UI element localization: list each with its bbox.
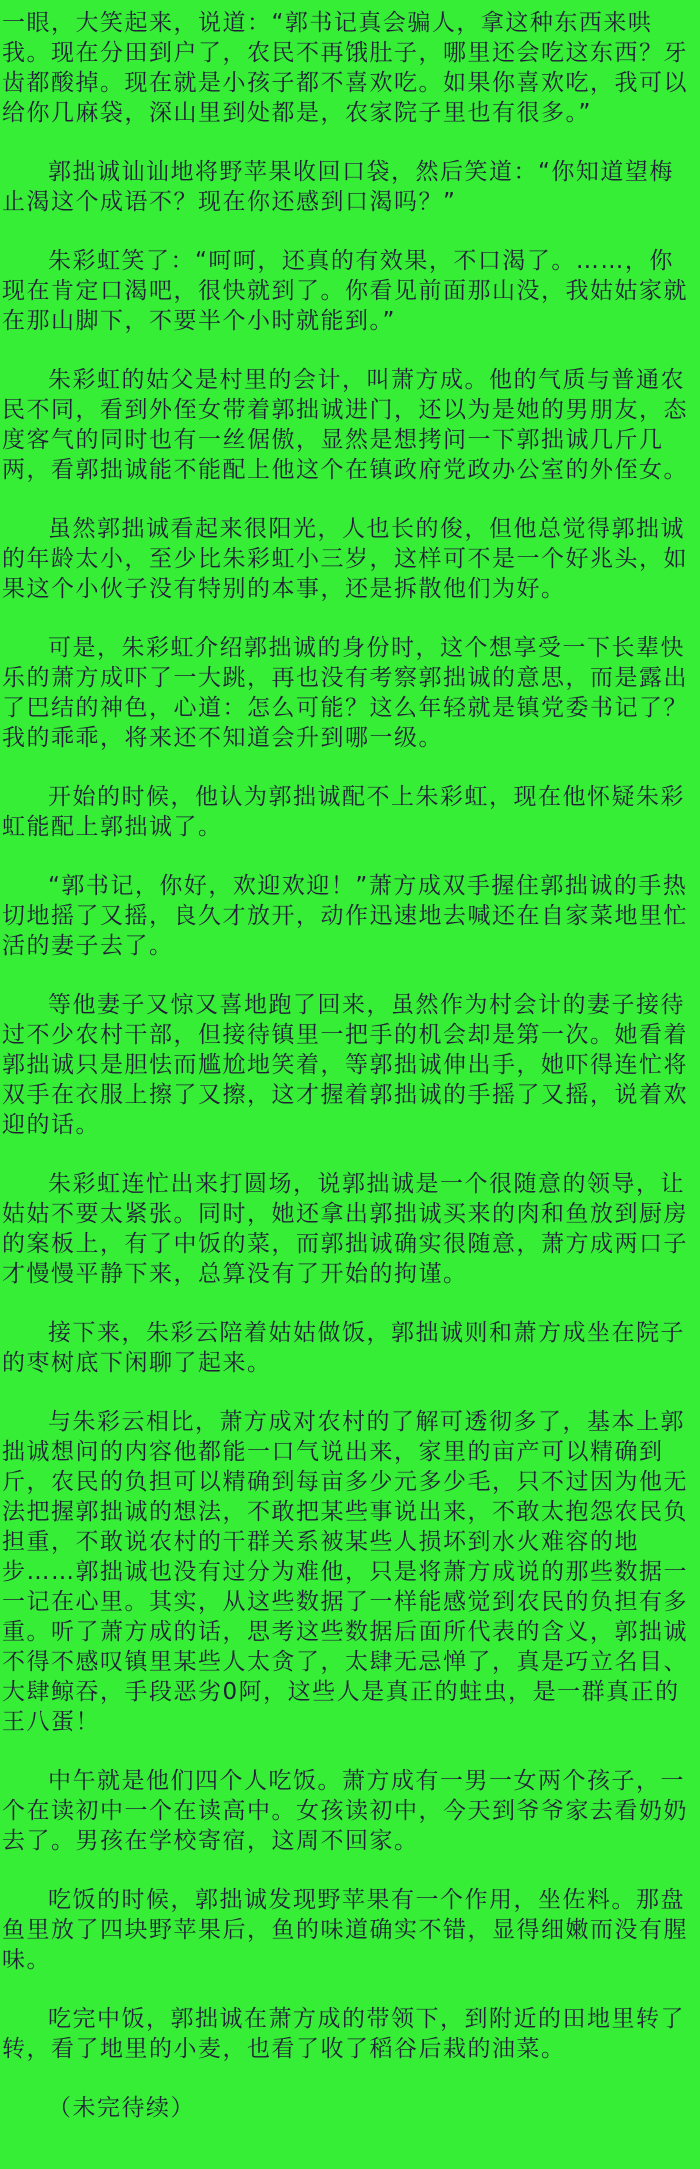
novel-paragraph: 郭拙诚讪讪地将野苹果收回口袋，然后笑道：“你知道望梅止渴这个成语不？现在你还感到口渴吗？” [2,159,674,215]
novel-paragraph: 朱彩虹的姑父是村里的会计，叫萧方成。他的气质与普通农民不同，看到外侄女带着郭拙诚进门，还以为是她的男朋友，态度客气的同时也有一丝倨傲，显然是想拷问一下郭拙诚几斤几两，看郭拙诚能不能配上他这个在镇政府党政办公室的外侄女。 [2,367,688,483]
novel-paragraph: 可是，朱彩虹介绍郭拙诚的身份时，这个想享受一下长辈快乐的萧方成吓了一大跳，再也没有考察郭拙诚的意思，而是露出了巴结的神色，心道：怎么可能？这么年轻就是镇党委书记了？我的乖乖，将来还不知道会升到哪一级。 [2,635,688,751]
novel-paragraph: 虽然郭拙诚看起来很阳光，人也长的俊，但他总觉得郭拙诚的年龄太小，至少比朱彩虹小三岁，这样可不是一个好兆头，如果这个小伙子没有特别的本事，还是拆散他们为好。 [2,516,688,602]
novel-paragraph: 开始的时候，他认为郭拙诚配不上朱彩虹，现在他怀疑朱彩虹能配上郭拙诚了。 [2,784,685,840]
novel-paragraph: 朱彩虹连忙出来打圆场，说郭拙诚是一个很随意的领导，让姑姑不要太紧张。同时，她还拿出郭拙诚买来的肉和鱼放到厨房的案板上，有了中饭的菜，而郭拙诚确实很随意，萧方成两口子才慢慢平静下来，总算没有了开始的拘谨。 [2,1171,688,1287]
novel-paragraph: 等他妻子又惊又喜地跑了回来，虽然作为村会计的妻子接待过不少农村干部，但接待镇里一把手的机会却是第一次。她看着郭拙诚只是胆怯而尴尬地笑着，等郭拙诚伸出手，她吓得连忙将双手在衣服上擦了又擦，这才握着郭拙诚的手摇了又摇，说着欢迎的话。 [2,992,688,1138]
novel-paragraph: “郭书记，你好，欢迎欢迎！”萧方成双手握住郭拙诚的手热切地摇了又摇，良久才放开，动作迅速地去喊还在自家菜地里忙活的妻子去了。 [2,873,688,959]
novel-paragraph: 吃完中饭，郭拙诚在萧方成的带领下，到附近的田地里转了转，看了地里的小麦，也看了收了稻谷后栽的油菜。 [2,2006,685,2062]
novel-paragraph: 一眼，大笑起来，说道：“郭书记真会骗人，拿这种东西来哄我。现在分田到户了，农民不再饿肚子，哪里还会吃这东西？牙齿都酸掉。现在就是小孩子都不喜欢吃。如果你喜欢吃，我可以给你几麻袋，深山里到处都是，农家院子里也有很多。” [2,10,688,126]
novel-paragraph: 与朱彩云相比，萧方成对农村的了解可透彻多了，基本上郭拙诚想问的内容他都能一口气说出来，家里的亩产可以精确到斤，农民的负担可以精确到每亩多少元多少毛，只不过因为他无法把握郭拙诚的想法，不敢把某些事说出来，不敢太抱怨农民负担重，不敢说农村的干群关系被某些人损坏到水火难容的地步……郭拙诚也没有过分为难他，只是将萧方成说的那些数据一一记在心里。其实，从这些数据了一样能感觉到农民的负担有多重。听了萧方成的话，思考这些数据后面所代表的含义，郭拙诚不得不感叹镇里某些人太贪了，太肆无忌惮了，真是巧立名目、大肆鲸吞，手段恶劣0阿，这些人是真正的蛀虫，是一群真正的王八蛋！ [2,1409,688,1735]
novel-page [2,8,698,2123]
novel-paragraph: 中午就是他们四个人吃饭。萧方成有一男一女两个孩子，一个在读初中一个在读高中。女孩读初中，今天到爷爷家去看奶奶去了。男孩在学校寄宿，这周不回家。 [2,1768,688,1854]
novel-paragraph: 朱彩虹笑了：“呵呵，还真的有效果，不口渴了。……，你现在肯定口渴吧，很快就到了。你看见前面那山没，我姑姑家就在那山脚下，不要半个小时就能到。” [2,248,688,334]
novel-paragraph: 接下来，朱彩云陪着姑姑做饭，郭拙诚则和萧方成坐在院子的枣树底下闲聊了起来。 [2,1320,685,1376]
novel-paragraph: 吃饭的时候，郭拙诚发现野苹果有一个作用，坐佐料。那盘鱼里放了四块野苹果后，鱼的味道确实不错，显得细嫩而没有腥味。 [2,1887,688,1973]
to-be-continued-note: （未完待续） [48,2095,195,2121]
